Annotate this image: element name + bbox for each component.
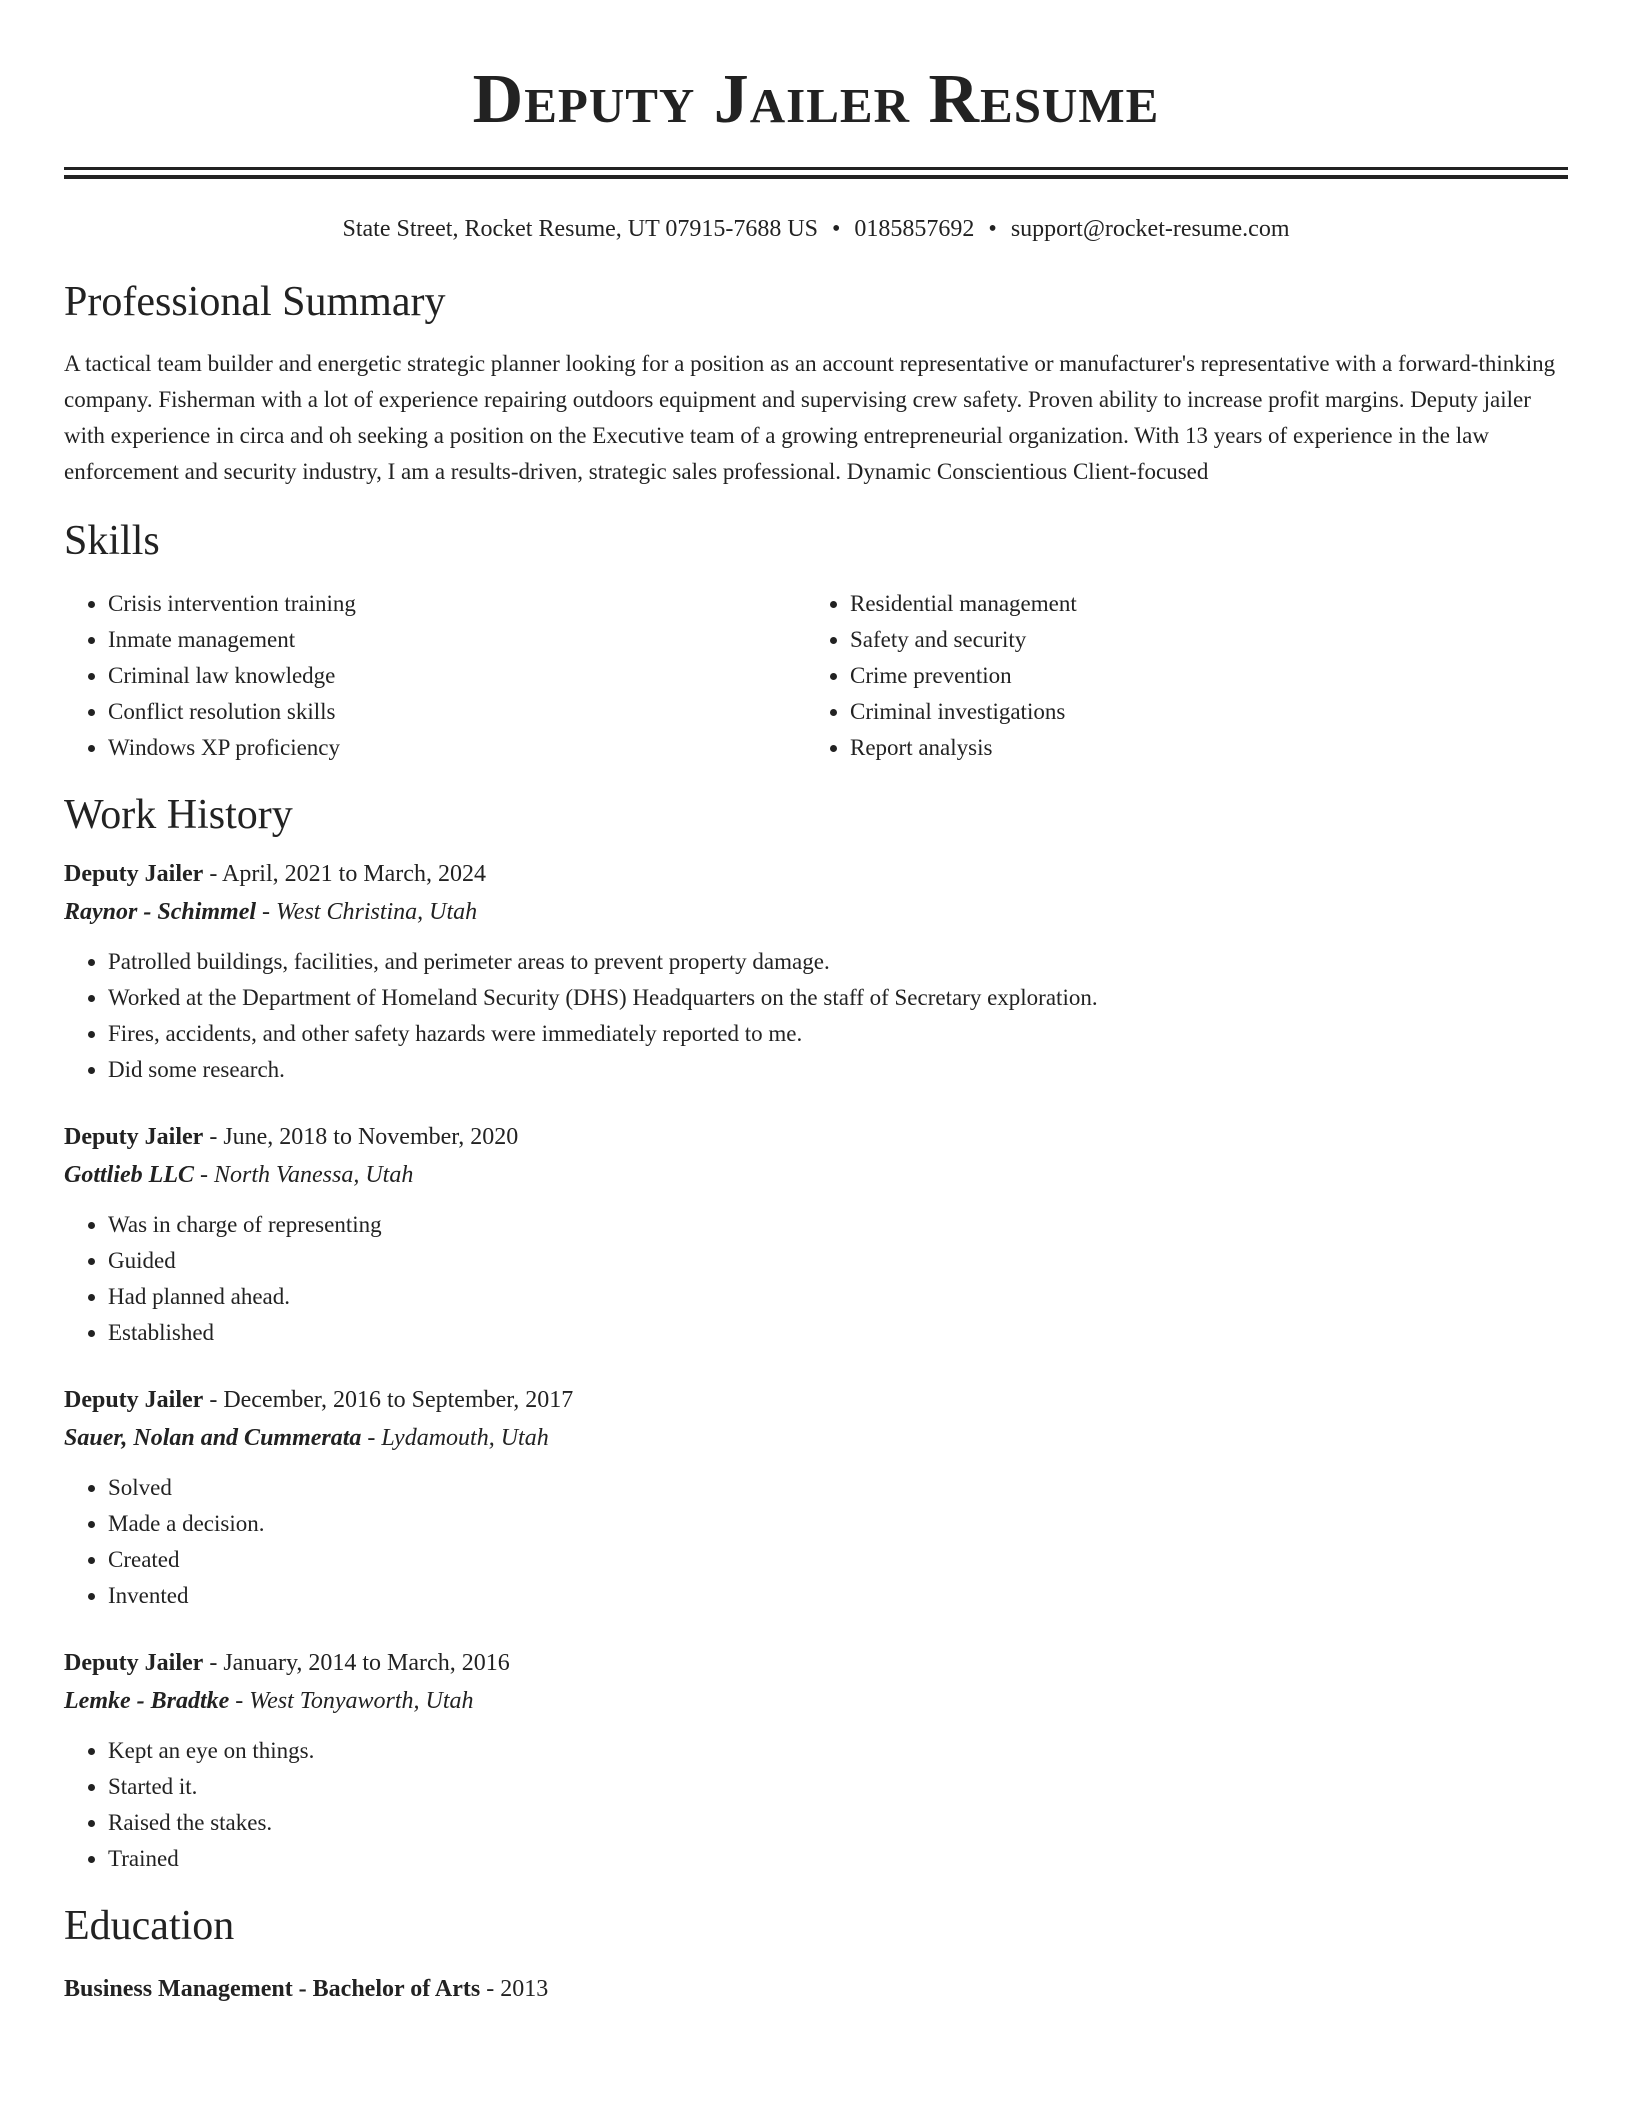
work-history-heading: Work History <box>64 792 293 838</box>
job-bullet: • Invented <box>108 1578 1568 1614</box>
company-line: Lemke - Bradtke - West Tonyaworth, Utah <box>64 1688 474 1714</box>
company-location: West Tonyaworth, Utah <box>249 1688 474 1714</box>
title-double-rule <box>64 167 1568 179</box>
job-bullet: • Did some research. <box>108 1052 1568 1088</box>
skills-heading: Skills <box>64 518 160 564</box>
job-entry <box>64 1381 1568 1614</box>
contact-line <box>64 213 1568 245</box>
job-entry <box>64 1644 1568 1877</box>
company-name: Sauer, Nolan and Cummerata <box>64 1425 362 1451</box>
summary-heading: Professional Summary <box>64 279 446 325</box>
company-name: Gottlieb LLC <box>64 1162 194 1188</box>
job-bullet: • Patrolled buildings, facilities, and perimeter areas to prevent property damage. <box>108 944 1568 980</box>
job-bullet: • Started it. <box>108 1769 1568 1805</box>
company-location: Lydamouth, Utah <box>381 1425 549 1451</box>
skills-columns <box>64 586 1568 766</box>
company-name: Raynor - Schimmel <box>64 899 257 925</box>
company-line: Gottlieb LLC - North Vanessa, Utah <box>64 1162 414 1188</box>
education-heading: Education <box>64 1903 235 1949</box>
education-year: 2013 <box>500 1976 549 2002</box>
education-degree: Business Management - Bachelor of Arts <box>64 1976 481 2002</box>
company-line: Raynor - Schimmel - West Christina, Utah <box>64 899 478 925</box>
job-bullet: • Worked at the Department of Homeland Security (DHS) Headquarters on the staff of Secretary exploration. <box>108 980 1568 1016</box>
contact-separator: • <box>988 216 997 242</box>
summary-text: A tactical team builder and energetic strategic planner looking for a position as an account representative or manufacturer's representative with a forward-thinking company. Fisherman with a lot of experience repairing outdoors equipment and supervising crew safety. Proven ability to increase profit margins. Deputy jailer with experience in circa and oh seeking a position on the Executive team of a growing entrepreneurial organization. With 13 years of experience in the law enforcement and security industry, I am a results-driven, strategic sales professional. Dynamic Conscientious Client-focused <box>64 351 1556 484</box>
contact-email[interactable]: support@rocket-resume.com <box>1010 216 1290 242</box>
company-name: Lemke - Bradtke <box>64 1688 230 1714</box>
job-title: Deputy Jailer <box>64 1650 204 1676</box>
job-bullet: • Trained <box>108 1841 1568 1877</box>
contact-phone: 0185857692 <box>854 216 975 242</box>
job-dates: June, 2018 to November, 2020 <box>223 1124 519 1150</box>
contact-separator: • <box>832 216 841 242</box>
company-line: Sauer, Nolan and Cummerata - Lydamouth, Utah <box>64 1425 549 1451</box>
education-entry: Business Management - Bachelor of Arts - 2013 <box>64 1976 549 2002</box>
job-title: Deputy Jailer <box>64 1387 204 1413</box>
job-dates: April, 2021 to March, 2024 <box>221 861 486 887</box>
skill-item: • Windows XP proficiency <box>108 730 806 766</box>
job-bullet: • Guided <box>108 1243 1568 1279</box>
job-bullet: • Raised the stakes. <box>108 1805 1568 1841</box>
job-bullets <box>64 1470 1568 1614</box>
job-bullet: • Was in charge of representing <box>108 1207 1568 1243</box>
job-bullets <box>64 1733 1568 1877</box>
job-title-line: Deputy Jailer - April, 2021 to March, 2024 <box>64 861 486 887</box>
job-title-line: Deputy Jailer - December, 2016 to September, 2017 <box>64 1387 574 1413</box>
job-bullet: • Solved <box>108 1470 1568 1506</box>
skill-item: • Residential management <box>850 586 1548 622</box>
job-entry <box>64 1118 1568 1351</box>
skill-item: • Crime prevention <box>850 658 1548 694</box>
skill-item: • Report analysis <box>850 730 1548 766</box>
job-bullet: • Created <box>108 1542 1568 1578</box>
skill-item: • Criminal investigations <box>850 694 1548 730</box>
job-bullet: • Made a decision. <box>108 1506 1568 1542</box>
skill-item: • Inmate management <box>108 622 806 658</box>
job-bullets <box>64 944 1568 1088</box>
job-entry <box>64 855 1568 1088</box>
company-location: North Vanessa, Utah <box>213 1162 414 1188</box>
job-dates: January, 2014 to March, 2016 <box>223 1650 510 1676</box>
company-location: West Christina, Utah <box>276 899 478 925</box>
job-dates: December, 2016 to September, 2017 <box>223 1387 574 1413</box>
job-bullets <box>64 1207 1568 1351</box>
skills-list-right <box>806 586 1548 766</box>
job-bullet: • Established <box>108 1315 1568 1351</box>
job-title: Deputy Jailer <box>64 1124 204 1150</box>
skills-list-left <box>64 586 806 766</box>
resume-page <box>64 0 1568 2008</box>
skill-item: • Crisis intervention training <box>108 586 806 622</box>
job-title: Deputy Jailer <box>64 861 204 887</box>
job-bullet: • Fires, accidents, and other safety hazards were immediately reported to me. <box>108 1016 1568 1052</box>
skill-item: • Criminal law knowledge <box>108 658 806 694</box>
job-title-line: Deputy Jailer - January, 2014 to March, 2016 <box>64 1650 510 1676</box>
contact-address: State Street, Rocket Resume, UT 07915-7688 US <box>342 216 818 242</box>
job-bullet: • Had planned ahead. <box>108 1279 1568 1315</box>
skill-item: • Safety and security <box>850 622 1548 658</box>
job-title-line: Deputy Jailer - June, 2018 to November, 2020 <box>64 1124 519 1150</box>
page-title: Deputy Jailer Resume <box>472 61 1160 138</box>
skill-item: • Conflict resolution skills <box>108 694 806 730</box>
job-bullet: • Kept an eye on things. <box>108 1733 1568 1769</box>
